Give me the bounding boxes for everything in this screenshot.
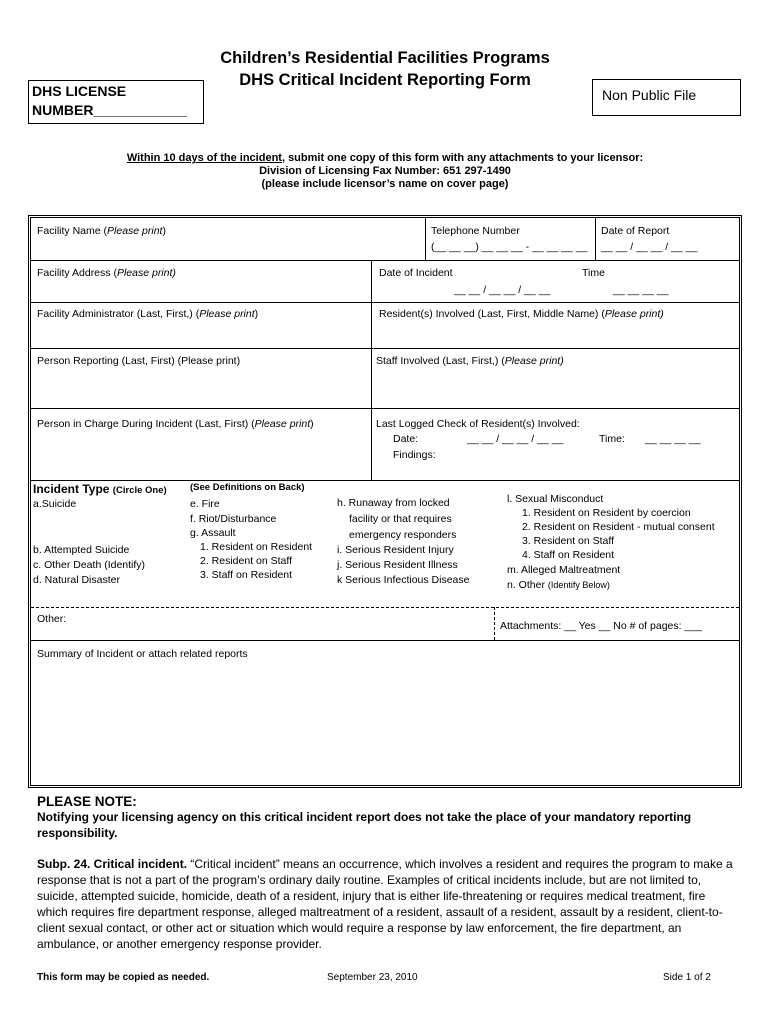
incident-option-assault-resident-on-staff[interactable]: 2. Resident on Staff: [200, 555, 293, 567]
intro-deadline: Within 10 days of the incident: [126, 152, 282, 164]
last-logged-date-label: Date:: [393, 433, 419, 445]
telephone-field[interactable]: (__ __ __) __ __ __ - __ __ __ __: [431, 241, 588, 253]
last-logged-findings-label[interactable]: Findings:: [393, 449, 436, 461]
facility-administrator-hint: Please print: [199, 308, 255, 320]
date-of-incident-field[interactable]: __ __ / __ __ / __ __: [454, 284, 551, 296]
last-logged-time-label: Time:: [599, 433, 625, 445]
staff-involved-field[interactable]: [376, 355, 564, 367]
row-divider: [31, 408, 739, 409]
incident-option-assault[interactable]: g. Assault: [190, 527, 236, 539]
person-in-charge-label: Person in Charge During Incident (Last, First) (: [37, 418, 255, 430]
incident-option-infectious-disease[interactable]: k Serious Infectious Disease: [337, 574, 470, 586]
incident-option-alleged-maltreatment[interactable]: m. Alleged Maltreatment: [507, 564, 621, 576]
facility-name-hint: Please print: [107, 225, 163, 237]
row-divider-dashed: [31, 607, 739, 608]
last-logged-time-field[interactable]: __ __ __ __: [645, 433, 701, 445]
incident-option-sm-resident-on-staff[interactable]: 3. Resident on Staff: [522, 535, 615, 547]
time-field[interactable]: __ __ __ __: [613, 284, 669, 296]
date-of-report-field[interactable]: __ __ / __ __ / __ __: [601, 241, 698, 253]
incident-option-runaway[interactable]: h. Runaway from locked: [337, 497, 450, 509]
dhs-license-box[interactable]: [28, 80, 204, 124]
please-note-heading: PLEASE NOTE:: [37, 794, 137, 809]
incident-option-runaway-line3: emergency responders: [349, 529, 457, 541]
incident-option-serious-injury[interactable]: i. Serious Resident Injury: [337, 544, 454, 556]
residents-involved-label: Resident(s) Involved (Last, First, Middle Name) (: [379, 308, 605, 320]
summary-field[interactable]: Summary of Incident or attach related reports: [37, 648, 248, 660]
incident-option-sm-coercion[interactable]: 1. Resident on Resident by coercion: [522, 507, 691, 519]
person-reporting-field[interactable]: Person Reporting (Last, First) (Please print): [37, 355, 241, 367]
facility-address-field[interactable]: [37, 267, 176, 279]
row-divider: [31, 480, 739, 481]
incident-option-attempted-suicide[interactable]: b. Attempted Suicide: [33, 544, 130, 556]
incident-option-sm-staff-on-resident[interactable]: 4. Staff on Resident: [522, 549, 615, 561]
incident-type-circle-one: (Circle One): [112, 485, 167, 496]
intro-instruction: , submit one copy of this form with any attachments to your licensor:: [281, 152, 644, 164]
critical-incident-definition: [37, 856, 733, 952]
staff-involved-label: Staff Involved (Last, First,) (: [376, 355, 505, 367]
form-title-line1: Children’s Residential Facilities Programs: [220, 49, 550, 67]
facility-address-label: Facility Address (: [37, 267, 117, 279]
incident-option-assault-resident-on-resident[interactable]: 1. Resident on Resident: [200, 541, 313, 553]
col-divider: [425, 218, 426, 260]
definition-heading: Subp. 24. Critical incident.: [37, 857, 188, 871]
facility-name-field[interactable]: Facility Name (Please print): [37, 225, 166, 237]
col-divider-dashed: [494, 607, 495, 640]
incident-option-runaway-line2: facility or that requires: [349, 513, 452, 525]
residents-involved-field[interactable]: [379, 308, 664, 320]
license-number-label: NUMBER____________: [32, 102, 187, 118]
facility-administrator-label: Facility Administrator (Last, First,) (: [37, 308, 200, 320]
row-divider: [31, 348, 739, 349]
attachments-field[interactable]: Attachments: __ Yes __ No # of pages: ___: [500, 620, 702, 632]
col-divider: [595, 218, 596, 260]
form-title-line2: DHS Critical Incident Reporting Form: [239, 71, 531, 89]
incident-option-sexual-misconduct[interactable]: l. Sexual Misconduct: [507, 493, 604, 505]
incident-option-riot[interactable]: f. Riot/Disturbance: [190, 513, 277, 525]
footer-date: September 23, 2010: [327, 972, 418, 983]
facility-address-hint: Please print): [116, 267, 176, 279]
other-field[interactable]: Other:: [37, 613, 67, 625]
incident-option-assault-staff-on-resident[interactable]: 3. Staff on Resident: [200, 569, 293, 581]
last-logged-check-label: Last Logged Check of Resident(s) Involved:: [376, 418, 580, 430]
definition-body: “Critical incident” means an occurrence, which involves a resident and requires the program to make a response that is not a part of the program’s ordinary daily routine. Examples of critical incidents include, but are not limited to, suicide, attempted suicide, homicide, death of a resident, injury that is either life-threatening or requires medical treatment, fire which requires fire department response, alleged maltreatment of a resident, assault of a resident, assault by a resident, client-to-client sexual contact, or other act or situation which would require a response by law enforcement, the fire department, an ambulance, or another emergency response provider.: [37, 857, 733, 951]
license-label: DHS LICENSE: [32, 83, 127, 99]
incident-option-serious-illness[interactable]: j. Serious Resident Illness: [337, 559, 458, 571]
incident-option-sm-mutual-consent[interactable]: 2. Resident on Resident - mutual consent: [522, 521, 715, 533]
person-in-charge-hint: Please print: [254, 418, 311, 430]
facility-name-label: Facility Name (: [37, 225, 108, 237]
non-public-file-box: Non Public File: [592, 79, 741, 116]
incident-option-other[interactable]: [507, 579, 610, 591]
last-logged-date-field[interactable]: __ __ / __ __ / __ __: [467, 433, 564, 445]
date-of-report-label: Date of Report: [601, 225, 670, 237]
intro-line1: [0, 152, 770, 164]
person-in-charge-field[interactable]: Person in Charge During Incident (Last, First) (Please print): [37, 418, 314, 430]
identify-below-note: (Identify Below): [547, 580, 610, 590]
staff-involved-hint: Please print): [504, 355, 564, 367]
incident-type-title: Incident Type: [33, 482, 110, 496]
date-of-incident-label: Date of Incident: [379, 267, 453, 279]
col-divider: [371, 260, 372, 480]
incident-option-other-label: n. Other: [507, 579, 545, 591]
please-note-body: Notifying your licensing agency on this critical incident report does not take the place of your mandatory reporting responsibility.: [37, 810, 692, 840]
time-label: Time: [582, 267, 605, 279]
incident-form: [28, 215, 742, 788]
incident-option-suicide[interactable]: a.Suicide: [33, 498, 77, 510]
row-divider: [31, 302, 739, 303]
intro-fax-line: Division of Licensing Fax Number: 651 297-1490: [259, 165, 511, 177]
residents-involved-hint: Please print): [604, 308, 664, 320]
facility-administrator-field[interactable]: Facility Administrator (Last, First,) (Please print): [37, 308, 259, 320]
incident-option-fire[interactable]: e. Fire: [190, 498, 220, 510]
incident-option-other-death[interactable]: c. Other Death (Identify): [33, 559, 146, 571]
footer-page-number: Side 1 of 2: [663, 972, 711, 983]
intro-cover-note: (please include licensor’s name on cover page): [261, 178, 509, 190]
footer-copy-note: This form may be copied as needed.: [37, 972, 210, 983]
see-definitions-note: (See Definitions on Back): [190, 482, 305, 493]
telephone-label: Telephone Number: [431, 225, 520, 237]
attachments-dashed-line: [494, 640, 739, 641]
incident-option-natural-disaster[interactable]: d. Natural Disaster: [33, 574, 120, 586]
incident-type-heading: [33, 482, 167, 496]
row-divider: [31, 260, 739, 261]
